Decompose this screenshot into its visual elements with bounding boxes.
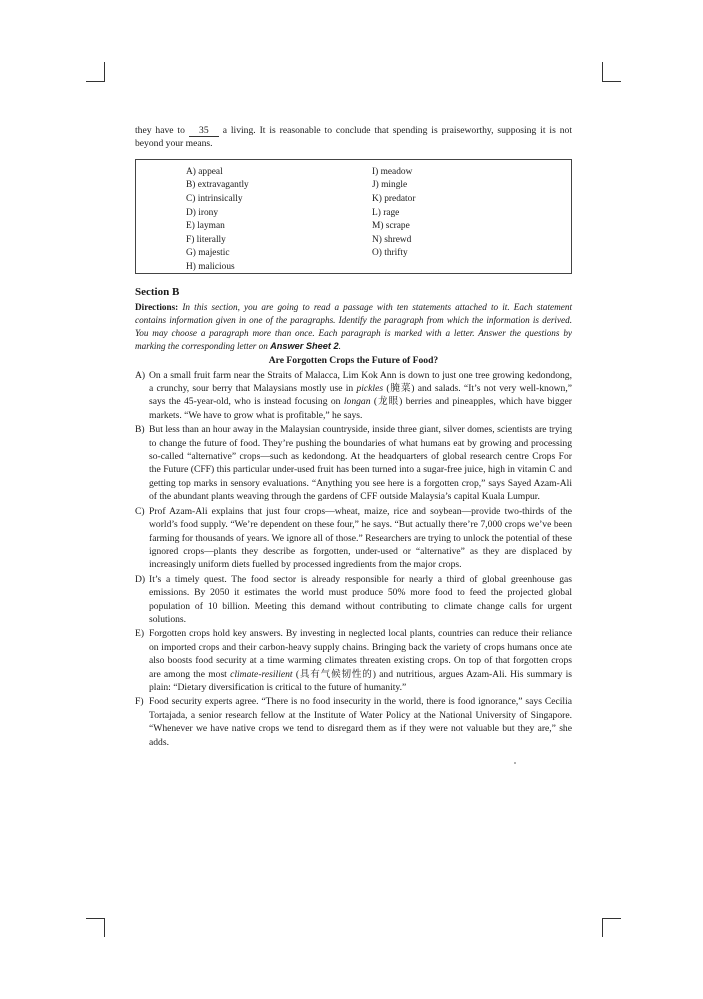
word-option: B) extravagantly (186, 180, 249, 191)
paragraph-d (135, 573, 572, 627)
paragraph-f (135, 695, 572, 749)
paragraph-letter: B) (135, 424, 145, 436)
word-option: D) irony (186, 207, 219, 218)
paragraph-f-text: Food security experts agree. “There is no food insecurity in the world, there is food ignorance,” says Cecilia Tortajada, a senior research fellow at the Institute of Water Policy at the National University of Singapore. “Whenever we have native crops we tend to disregard them as if they were not valuable but they are,” she adds. (149, 696, 572, 748)
word-option: K) predator (372, 194, 416, 204)
paragraph-letter: E) (135, 628, 145, 640)
crop-mark-bottom-left-h (86, 918, 105, 919)
crop-mark-top-left (104, 62, 105, 81)
word-option: C) intrinsically (186, 194, 243, 204)
word-option: J) mingle (372, 180, 408, 191)
paragraph-e-text-2: (具有气候韧性的) and nutritious, argues Azam-Ali. His summary is plain: “Dietary diversification is critical to the future of humanity.” (149, 668, 572, 693)
word-option: M) scrape (372, 221, 410, 232)
directions-label: Directions: (135, 302, 179, 313)
crop-mark-bottom-right-h (602, 918, 621, 919)
word-option: H) malicious (186, 261, 235, 272)
paragraph-d-text: It’s a timely quest. The food sector is already responsible for nearly a third of global greenhouse gas emissions. By 2050 it estimates the world must produce 50% more food to feed the projected global population of 10 billion. Meeting this demand without contributing to climate change calls for urgent solutions. (149, 573, 572, 625)
word-option: E) layman (186, 221, 225, 232)
word-option: O) thrifty (372, 248, 408, 259)
blank-35: 35 (189, 125, 219, 137)
paragraph-b (135, 423, 572, 503)
term-longan: longan (343, 396, 371, 408)
paragraph-letter: F) (135, 696, 144, 708)
intro-paragraph (135, 124, 572, 151)
paragraph-a-text-1: On a small fruit farm near the Straits of Malacca, Lim Kok Ann is down to just one tree growing kedondong, a crunchy, sour berry that Malaysians mostly use in (149, 369, 572, 395)
word-bank-box (135, 159, 572, 274)
word-bank-left-column (186, 166, 249, 275)
paragraph-a (135, 369, 572, 423)
paragraph-a-text-2: (腌菜) and salads. “It’s not very well-known,” says the 45-year-old, who is instead focusing on (149, 383, 572, 408)
word-option: I) meadow (372, 166, 413, 177)
paragraph-e-text-1: Forgotten crops hold key answers. By investing in neglected local plants, countries can reduce their reliance on imported crops and their carbon-heavy supply chains. Bringing back the variety of crops humans once ate also boosts food security at a time warming climates threaten existing crops. On top of that forgotten crops are among the most (149, 628, 572, 680)
answer-sheet-label: Answer Sheet 2 (270, 341, 339, 352)
paragraph-c-text: Prof Azam-Ali explains that just four crops—wheat, maize, rice and soybean—provide two-thirds of the world’s food supply. “We’re dependent on these four,” he says. “But actually there’re 7,000 crops we’ve been farming for thousands of years. We ignore all of those.” Researchers are trying to unlock the potential of these ignored crops—plants they describe as forgotten, under-used or “alternative” as they are displaced by increasingly uniform diets fuelled by processed ingredients from the major crops. (149, 505, 572, 571)
crop-mark-bottom-right (602, 918, 603, 937)
paragraph-a-text-3: (龙眼) berries and pineapples, which have bigger markets. “We have to grow what is profitable,” he says. (149, 396, 572, 421)
term-pickles: pickles (356, 383, 384, 395)
intro-text-after: a living. It is reasonable to conclude that spending is praiseworthy, supposing it is not beyond your means. (135, 125, 572, 150)
paragraph-c (135, 505, 572, 572)
word-bank-right-column (372, 166, 415, 261)
crop-mark-top-right-h (602, 81, 621, 82)
word-option: L) rage (372, 207, 400, 218)
paragraph-letter: A) (135, 369, 146, 381)
section-b-title: Section B (135, 285, 180, 298)
section-b-directions: Directions: In this section, you are going to read a passage with ten statements attached to it. Each statement contains information given in one of the paragraphs. Identify the paragraph from which the information is derived. You may choose a paragraph more than once. Each paragraph is marked with a letter. Answer the questions by marking the corresponding letter on Answer Sheet 2. (135, 302, 572, 352)
word-option: N) shrewd (372, 234, 412, 245)
term-climate-resilient: climate-resilient (230, 668, 293, 680)
paragraph-e (135, 627, 572, 694)
paragraph-letter: D) (135, 573, 146, 585)
paragraph-b-text: But less than an hour away in the Malaysian countryside, inside three giant, silver domes, scientists are trying to change the future of food. They’re pushing the boundaries of what humans eat by growing and processing so-called “alternative” crops—such as kedondong. At the headquarters of global research centre Crops For the Future (CFF) this particular under-used fruit has been turned into a sugar-free juice, high in vitamin C and getting top marks in sensory evaluations. “Anything you see here is a forgotten crop,” says Sayed Azam-Ali of the abundant plants weaving through the gardens of CFF outside Malaysia’s capital Kuala Lumpur. (149, 424, 572, 503)
passage-title: Are Forgotten Crops the Future of Food? (268, 355, 439, 367)
paragraph-letter: C) (135, 505, 145, 517)
crop-mark-top-right (602, 62, 603, 81)
exam-page (135, 124, 572, 750)
word-option: F) literally (186, 234, 226, 245)
directions-text: In this section, you are going to read a passage with ten statements attached to it. Each statement contains information given in one of the paragraphs. Identify the paragraph from which the information is derived. You may choose a paragraph more than once. Each paragraph is marked with a letter. Answer the questions by marking the corresponding letter on (135, 302, 572, 352)
word-option: A) appeal (186, 166, 223, 177)
crop-mark-bottom-left (104, 918, 105, 937)
stray-dot (514, 762, 516, 764)
intro-text-before: they have to (135, 125, 185, 136)
crop-mark-top-left-h (86, 81, 105, 82)
word-option: G) majestic (186, 248, 230, 259)
